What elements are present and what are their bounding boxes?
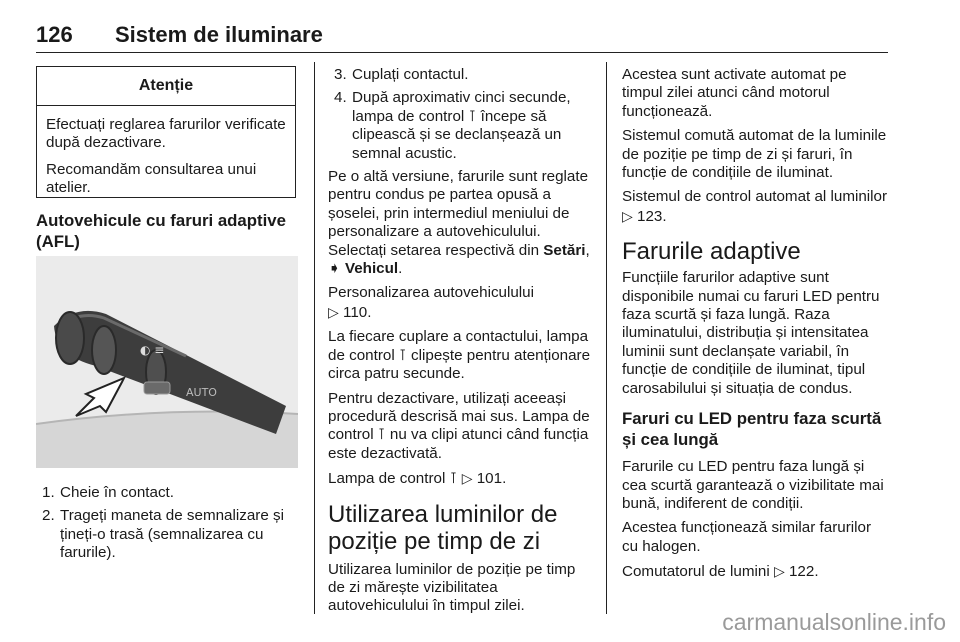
paragraph: La fiecare cuplare a contactului, lampa de control ⊺ clipește pentru atenționare circa patru secunde. [328, 328, 591, 383]
column-3 [622, 66, 890, 588]
paragraph: Acestea funcționează similar farurilor cu halogen. [622, 519, 872, 555]
watermark: carmanualsonline.info [722, 609, 946, 635]
list-item: 2. Trageți maneta de semnalizare și țineți-o trasă (semnalizarea cu farurile). [42, 507, 284, 562]
warning-box [36, 66, 296, 198]
page-ref-arrow-icon: ▷ [773, 563, 785, 580]
paragraph: Comutatorul de lumini ▷ 122. [622, 563, 819, 581]
list-item: 1. Cheie în contact. [42, 484, 174, 501]
list-item: 4. După aproximativ cinci secunde, lampa de control ⊺ începe să clipească și se declanșează un semnal acustic. [334, 89, 571, 162]
section-heading-adaptive: Farurile adaptive [622, 238, 801, 266]
page-ref-link[interactable]: 101. [476, 470, 507, 488]
paragraph: Farurile cu LED pentru faza lungă și cea scurtă garantează o vizibilitate mai bună, indiferent de condiții. [622, 458, 884, 512]
warning-title: Atenție [37, 67, 295, 106]
page-ref-arrow-icon: ▷ [328, 303, 339, 320]
column-1-steps [36, 484, 302, 568]
page-ref-arrow-icon: ▷ [622, 207, 633, 224]
paragraph: Utilizarea luminilor de poziție pe timp de zi mărește vizibilitatea autovehiculului în timpul zilei. [328, 560, 576, 615]
warning-text-1: Efectuați reglarea farurilor verificate după dezactivare. [46, 116, 286, 152]
paragraph: Personalizarea autovehiculului ▷ 110. [328, 284, 535, 321]
header-rule [36, 52, 888, 53]
page-ref-link[interactable]: 123. [637, 207, 667, 225]
paragraph: Sistemul comută automat de la luminile de poziție pe timp de zi și faruri, în funcție de condițiile de iluminat. [622, 127, 887, 182]
paragraph: Pentru dezactivare, utilizați aceeași procedură descrisă mai sus. Lampa de control ⊺ nu va clipi atunci când funcția este dezactivată. [328, 389, 590, 462]
page-ref-link[interactable]: 122. [788, 563, 819, 581]
subsection-heading-led: Faruri cu LED pentru faza scurtă și cea lungă [622, 409, 882, 450]
column-divider-1 [314, 62, 315, 614]
column-2 [328, 66, 596, 622]
page-header [36, 22, 888, 52]
paragraph: Pe o altă versiune, farurile sunt reglate pentru condus pe partea opusă a șoselei, prin intermediul meniului de personalizare a autovehiculului. Selectați setarea respectivă din Setări, ➧ Vehicul. [328, 168, 590, 278]
svg-text:◐ ≡: ◐ ≡ [140, 343, 165, 357]
warning-text-2: Recomandăm consultarea unui atelier. [46, 160, 257, 197]
paragraph: Funcțiile farurilor adaptive sunt disponibile numai cu faruri LED pentru faza scurtă și faza lungă. Raza iluminatului, distribuția și intensitatea luminii sunt declanșate variabil, în funcție de condițiile de iluminat, tipul carosabilului și situația de condus. [622, 269, 880, 397]
paragraph: Lampa de control ⊺ ▷ 101. [328, 470, 507, 488]
svg-text:AUTO: AUTO [186, 386, 217, 399]
chapter-title: Sistem de iluminare [115, 22, 323, 47]
page-number: 126 [36, 22, 73, 47]
page-ref-arrow-icon: ▷ [461, 470, 473, 487]
page-ref-link[interactable]: 110. [343, 303, 372, 321]
stalk-illustration [36, 256, 298, 468]
paragraph: Acestea sunt activate automat pe timpul zilei atunci când motorul funcționează. [622, 66, 847, 120]
list-item: 3. Cuplați contactul. [334, 66, 469, 83]
section-heading-afl: Autovehicule cu faruri adaptive (AFL) [36, 211, 286, 251]
paragraph: Sistemul de control automat al luminilor ▷ 123. [622, 188, 888, 225]
section-heading-daytime: Utilizarea luminilor de poziție pe timp de zi [328, 500, 558, 555]
column-divider-2 [606, 62, 607, 614]
